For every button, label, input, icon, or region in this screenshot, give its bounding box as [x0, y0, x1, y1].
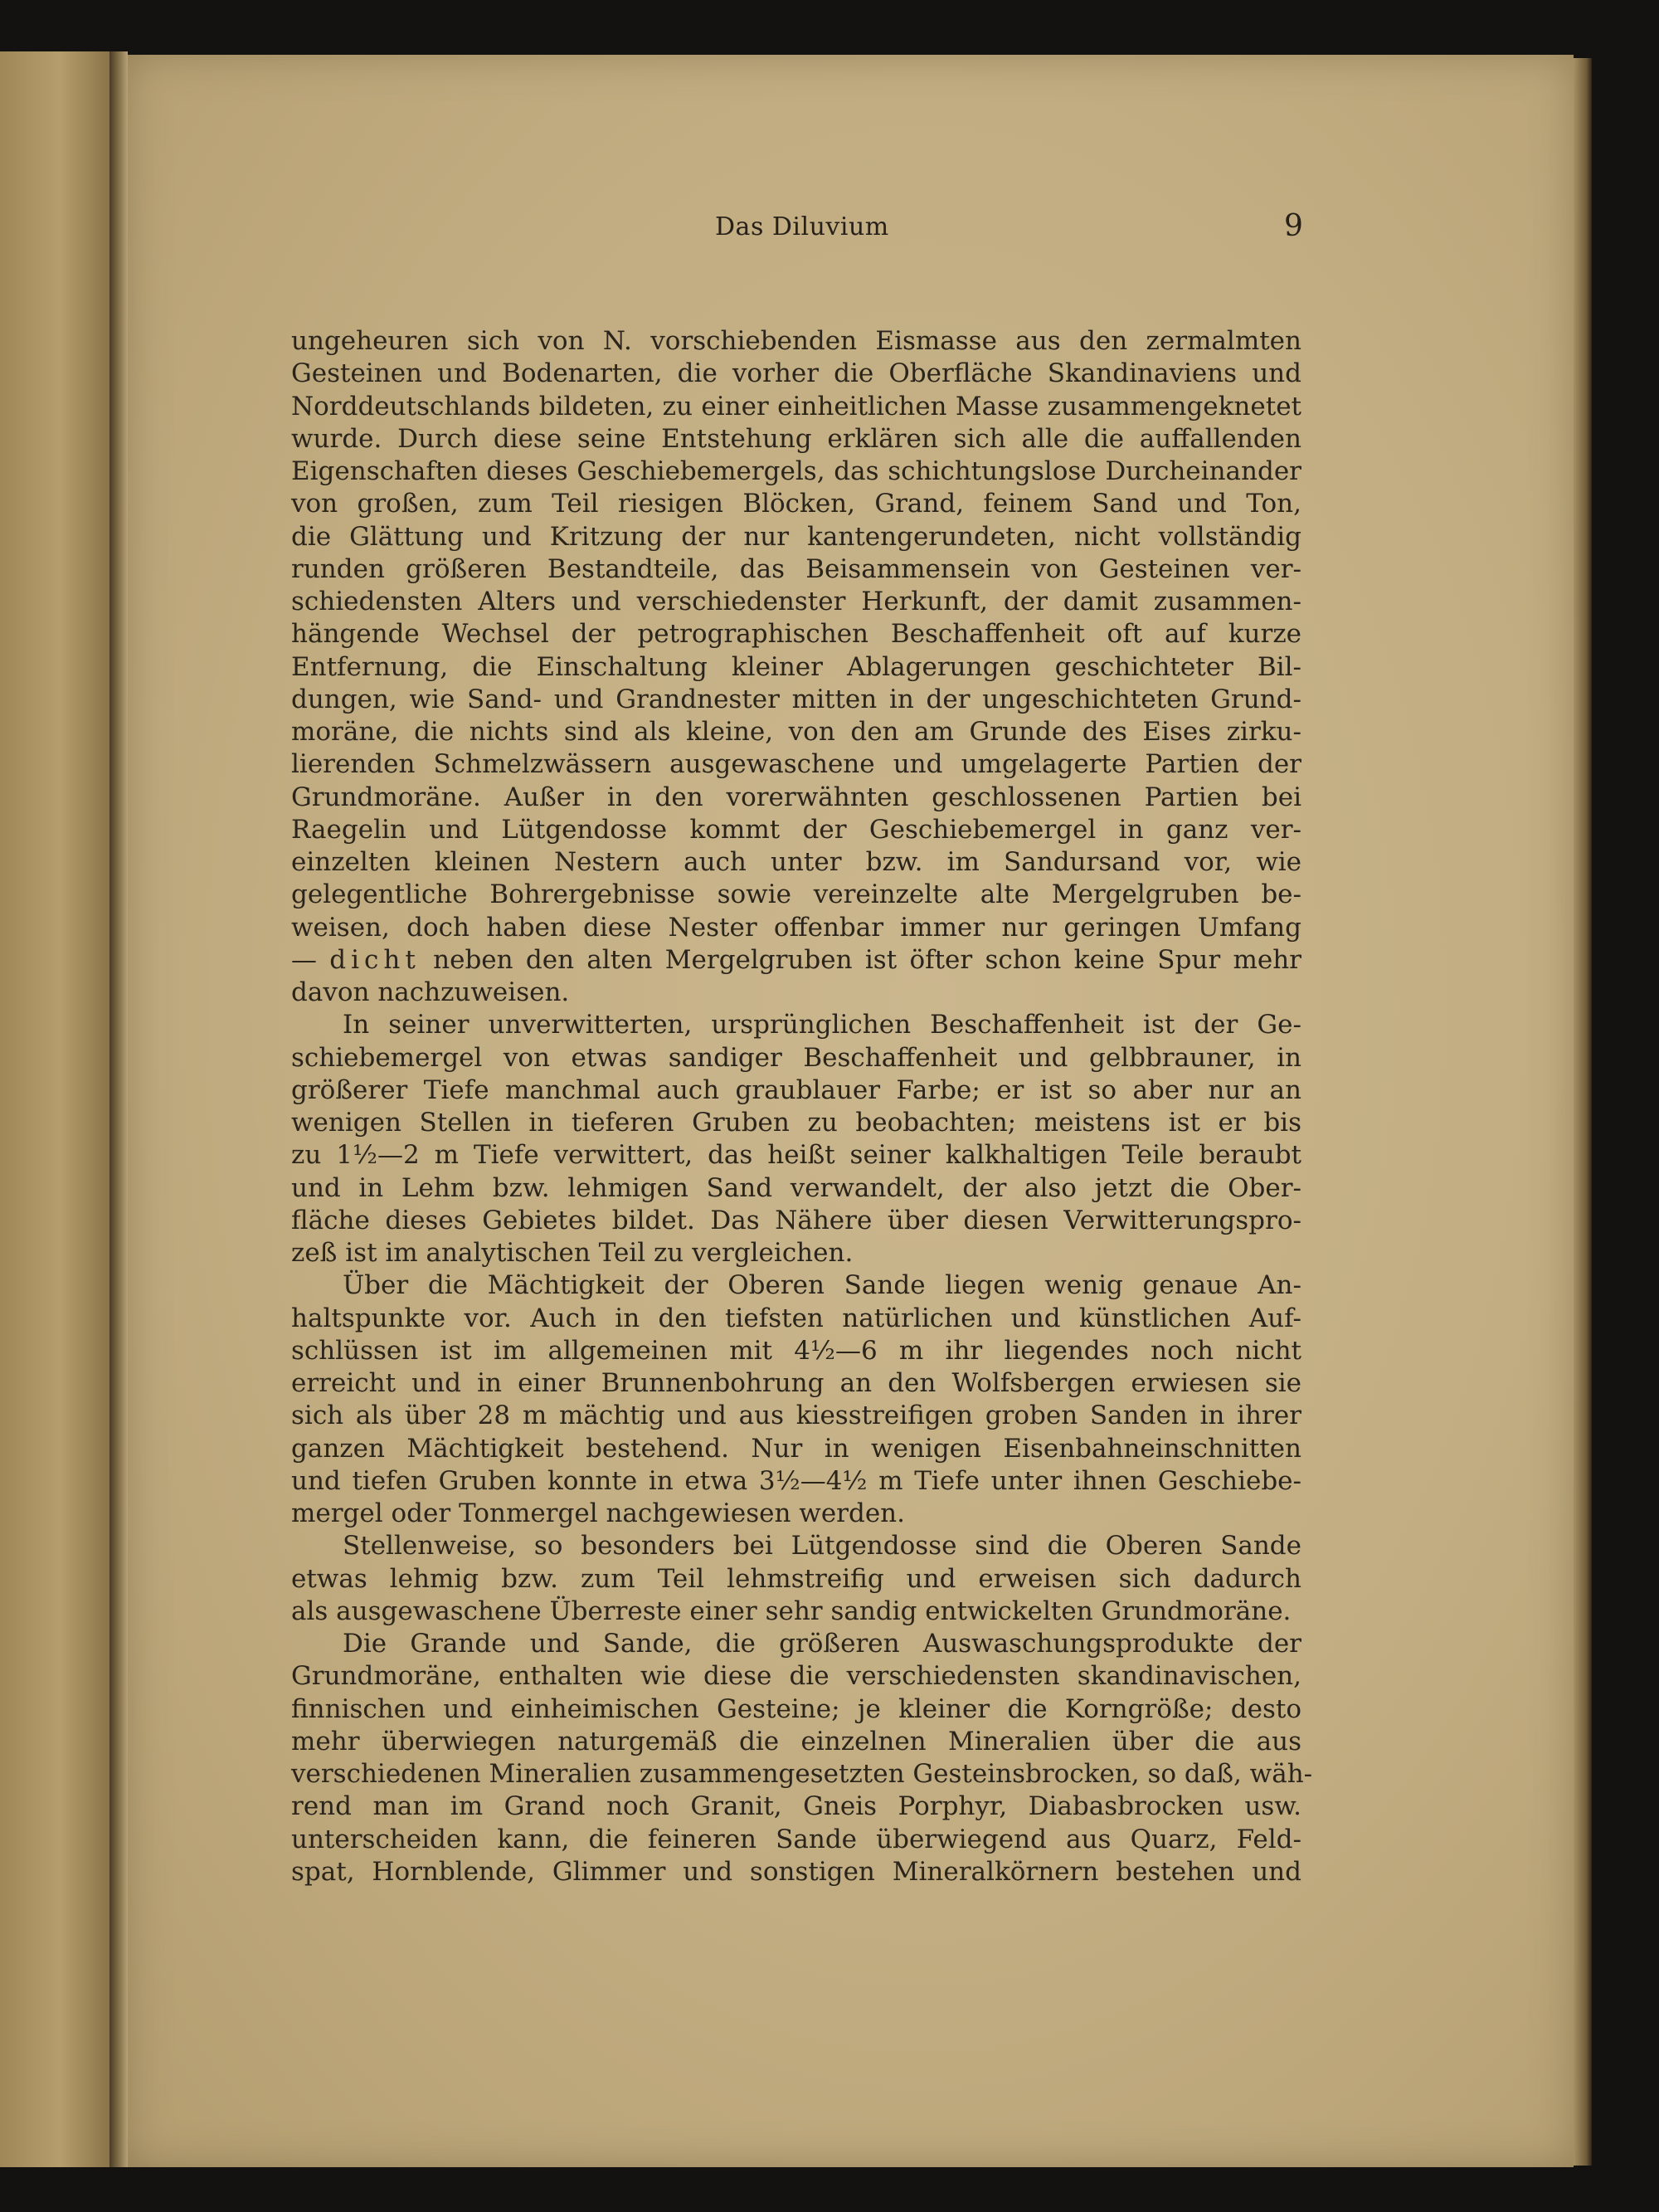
text-line: zeß ist im analytischen Teil zu vergleichen.: [291, 1238, 854, 1268]
text-line: zu 1½—2 m Tiefe verwittert, das heißt seiner kalkhaltigen Teile beraubt: [291, 1140, 1301, 1171]
text-line: Über die Mächtigkeit der Oberen Sande liegen wenig genaue An-: [343, 1270, 1301, 1301]
text-line: weisen, doch haben diese Nester offenbar immer nur geringen Umfang: [291, 912, 1301, 943]
text-line: schiebemergel von etwas sandiger Beschaffenheit und gelbbrauner, in: [291, 1042, 1301, 1073]
text-line: fläche dieses Gebietes bildet. Das Nähere über diesen Verwitterungspro-: [291, 1205, 1301, 1235]
text-line: In seiner unverwitterten, ursprünglichen Beschaffenheit ist der Ge-: [343, 1010, 1301, 1040]
text-line-spaced: [291, 944, 1301, 977]
text-line: unterscheiden kann, die feineren Sande überwiegend aus Quarz, Feld-: [291, 1824, 1301, 1854]
text-line: ungeheuren sich von N. vorschiebenden Eismasse aus den zermalmten: [291, 326, 1301, 356]
text-line: etwas lehmig bzw. zum Teil lehmstreifig und erweisen sich dadurch: [291, 1563, 1301, 1594]
spaced-emphasis: dicht: [329, 944, 421, 975]
text-line: gelegentliche Bohrergebnisse sowie vereinzelte alte Mergelgruben be-: [291, 879, 1301, 910]
text-line: die Glättung und Kritzung der nur kantengerundeten, nicht vollständig: [291, 521, 1301, 552]
text-line: ganzen Mächtigkeit bestehend. Nur in wenigen Eisenbahneinschnitten: [291, 1433, 1301, 1464]
text-line: Eigenschaften dieses Geschiebemergels, das schichtungslose Durcheinander: [291, 456, 1301, 486]
text-line: lierenden Schmelzwässern ausgewaschene und umgelagerte Partien der: [291, 749, 1301, 780]
text-line: Stellenweise, so besonders bei Lütgendosse sind die Oberen Sande: [343, 1531, 1301, 1562]
text-line: Entfernung, die Einschaltung kleiner Ablagerungen geschichteter Bil-: [291, 651, 1301, 682]
running-title: Das Diluvium: [715, 212, 889, 241]
text-line: hängende Wechsel der petrographischen Beschaffenheit oft auf kurze: [291, 619, 1301, 650]
page-number: 9: [1284, 209, 1303, 243]
text-line: Grundmoräne. Außer in den vorerwähnten geschlossenen Partien bei: [291, 782, 1301, 812]
text-line: von großen, zum Teil riesigen Blöcken, Grand, feinem Sand und Ton,: [291, 489, 1301, 519]
spaced-line-text: dicht neben den alten Mergelgruben ist öfter schon keine Spur mehr: [329, 944, 1301, 975]
text-line: wenigen Stellen in tieferen Gruben zu beobachten; meistens ist er bis: [291, 1108, 1301, 1138]
text-line: spat, Hornblende, Glimmer und sonstigen Mineralkörnern bestehen und: [291, 1856, 1301, 1887]
text-line: rend man im Grand noch Granit, Gneis Porphyr, Diabasbrocken usw.: [291, 1791, 1301, 1822]
text-line: wurde. Durch diese seine Entstehung erklären sich alle die auffallenden: [291, 423, 1301, 454]
text-line: moräne, die nichts sind als kleine, von den am Grunde des Eises zirku-: [291, 717, 1301, 747]
text-line: erreicht und in einer Brunnenbohrung an den Wolfsbergen erwiesen sie: [291, 1368, 1301, 1398]
text-line: verschiedenen Mineralien zusammengesetzten Gesteinsbrocken, so daß, wäh-: [291, 1759, 1313, 1789]
text-line: schiedensten Alters und verschiedenster Herkunft, der damit zusammen-: [291, 587, 1301, 616]
page-edge: [1574, 58, 1592, 2166]
text-line: und in Lehm bzw. lehmigen Sand verwandelt, der also jetzt die Ober-: [291, 1172, 1301, 1203]
text-line: und tiefen Gruben konnte in etwa 3½—4½ m Tiefe unter ihnen Geschiebe-: [291, 1465, 1301, 1496]
text-line: sich als über 28 m mächtig und aus kiesstreifigen groben Sanden in ihrer: [291, 1401, 1301, 1431]
text-line: schlüssen ist im allgemeinen mit 4½—6 m ihr liegendes noch nicht: [291, 1335, 1301, 1366]
text-line: Die Grande und Sande, die größeren Auswaschungsprodukte der: [343, 1629, 1301, 1659]
text-line: einzelten kleinen Nestern auch unter bzw. im Sandursand vor, wie: [291, 847, 1301, 877]
text-line: Raegelin und Lütgendosse kommt der Geschiebemergel in ganz ver-: [291, 814, 1301, 845]
body-text: [291, 325, 1313, 1888]
text-line: finnischen und einheimischen Gesteine; je kleiner die Korngröße; desto: [291, 1693, 1301, 1724]
text-line: Norddeutschlands bildeten, zu einer einheitlichen Masse zusammengeknetet: [291, 391, 1301, 421]
text-line: mehr überwiegen naturgemäß die einzelnen Mineralien über die aus: [291, 1726, 1301, 1756]
text-line: Gesteinen und Bodenarten, die vorher die Oberfläche Skandinaviens und: [291, 358, 1301, 389]
text-line: als ausgewaschene Überreste einer sehr sandig entwickelten Grundmoräne.: [291, 1596, 1292, 1626]
book-gutter: [109, 51, 128, 2167]
page-header: [0, 206, 1659, 264]
text-line: runden größeren Bestandteile, das Beisammensein von Gesteinen ver-: [291, 553, 1301, 584]
text-line: dungen, wie Sand- und Grandnester mitten in der ungeschichteten Grund-: [291, 684, 1301, 714]
text-line: davon nachzuweisen.: [291, 977, 570, 1007]
text-line: Grundmoräne, enthalten wie diese die verschiedensten skandinavischen,: [291, 1661, 1301, 1692]
text-line: haltspunkte vor. Auch in den tiefsten natürlichen und künstlichen Auf-: [291, 1303, 1301, 1333]
text-line: größerer Tiefe manchmal auch graublauer Farbe; er ist so aber nur an: [291, 1074, 1301, 1105]
left-page-edge: [0, 51, 112, 2167]
text-line: mergel oder Tonmergel nachgewiesen werden.: [291, 1498, 906, 1528]
dash-prefix: —: [291, 944, 330, 975]
